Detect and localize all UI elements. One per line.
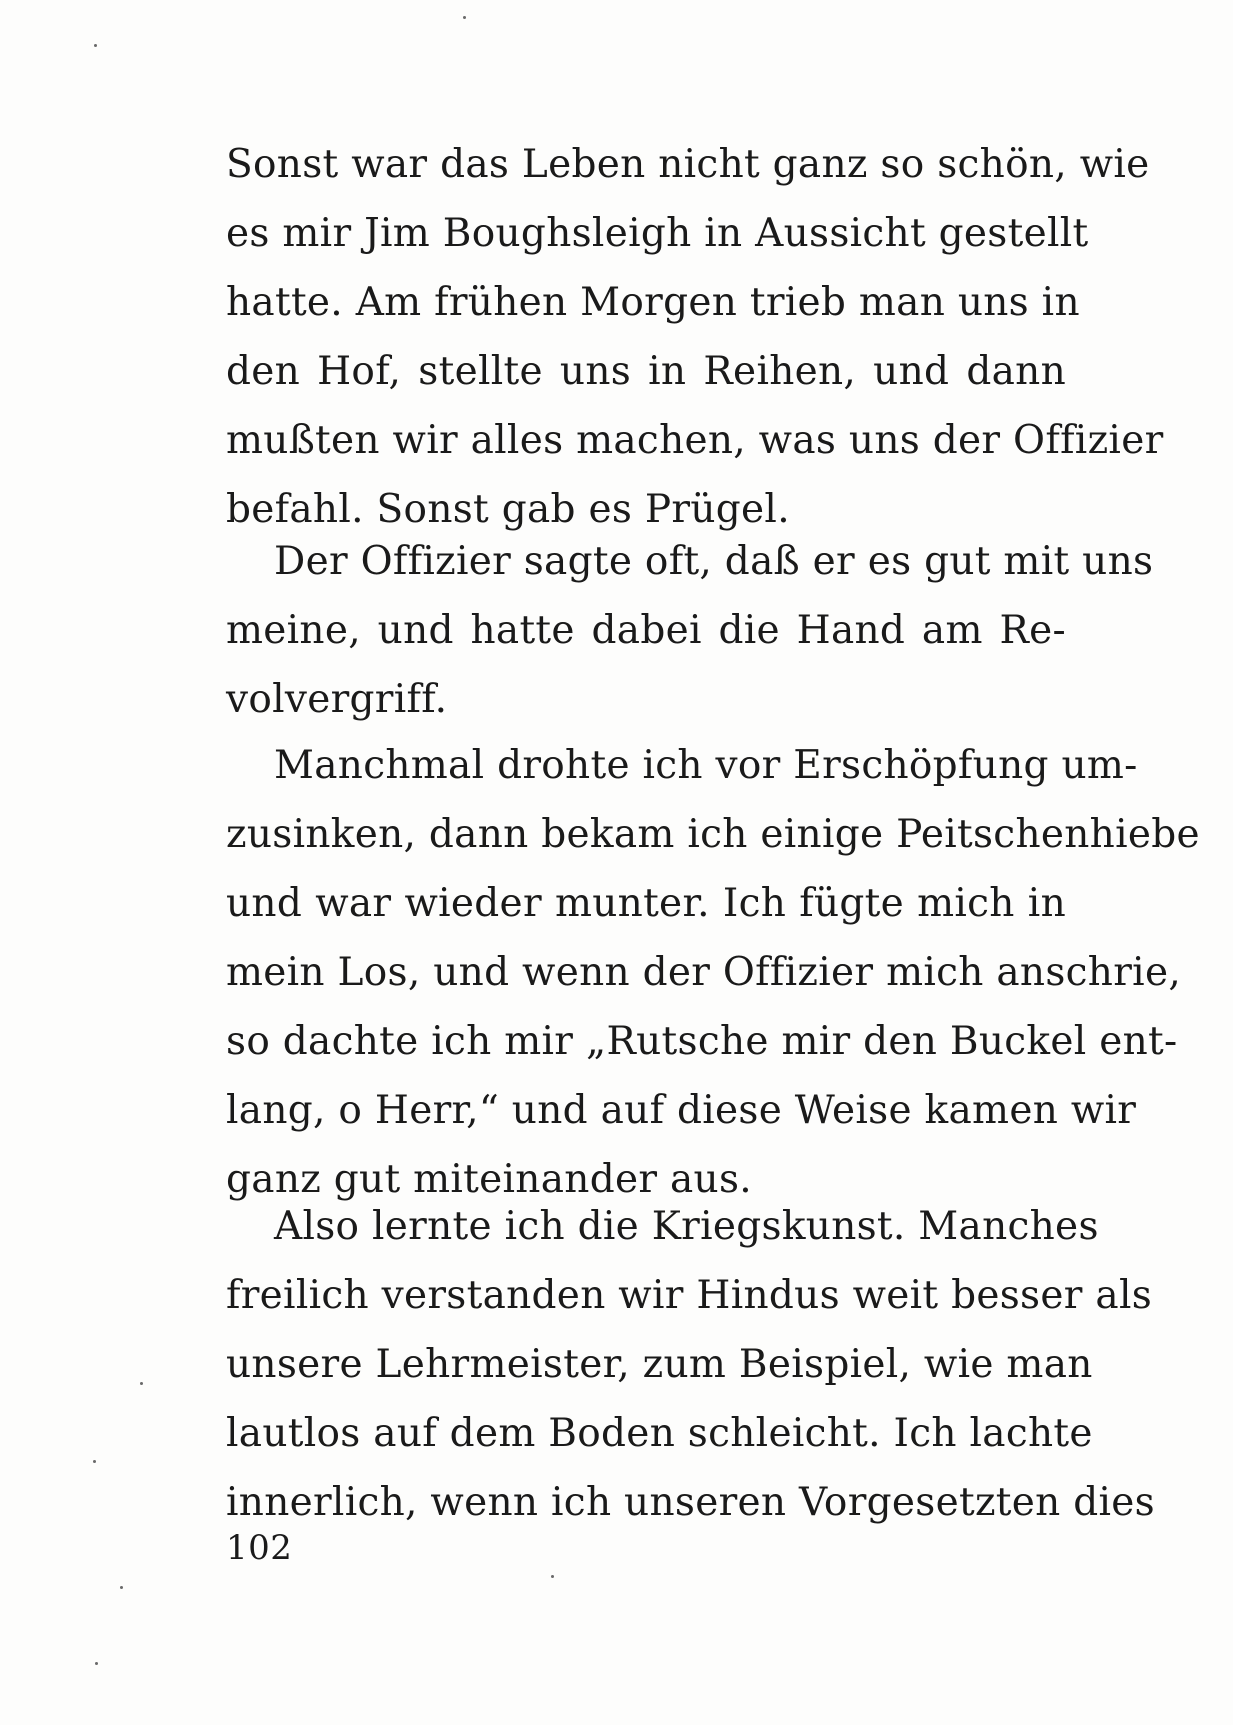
text-line: freilich verstanden wir Hindus weit besser als [226, 1273, 1153, 1318]
paragraph-3 [226, 731, 1200, 1214]
text-line: Der Offizier sagte oft, daß er es gut mit uns [274, 539, 1154, 584]
text-line: mein Los, und wenn der Offizier mich anschrie, [226, 950, 1182, 995]
text-line: zusinken, dann bekam ich einige Peitschenhiebe [226, 812, 1200, 857]
print-speck [93, 1460, 96, 1463]
text-line: hatte. Am frühen Morgen trieb man uns in [226, 280, 1080, 325]
text-line: lautlos auf dem Boden schleicht. Ich lachte [226, 1411, 1093, 1456]
text-line: mußten wir alles machen, was uns der Offizier [226, 418, 1164, 463]
print-speck [95, 1662, 98, 1665]
print-speck [463, 16, 466, 19]
print-speck [94, 44, 97, 47]
text-line: Also lernte ich die Kriegskunst. Manches [274, 1204, 1099, 1249]
text-line: volvergriff. [226, 677, 448, 722]
text-line: meine, und hatte dabei die Hand am Re- [226, 608, 1066, 653]
page-number: 102 [226, 1528, 293, 1568]
text-line: befahl. Sonst gab es Prügel. [226, 487, 790, 532]
text-line: unsere Lehrmeister, zum Beispiel, wie man [226, 1342, 1093, 1387]
text-line: ganz gut miteinander aus. [226, 1157, 752, 1202]
text-line: innerlich, wenn ich unseren Vorgesetzten dies [226, 1480, 1155, 1525]
text-line: es mir Jim Boughsleigh in Aussicht gestellt [226, 211, 1089, 256]
paragraph-1 [226, 130, 1164, 544]
text-line: lang, o Herr,“ und auf diese Weise kamen wir [226, 1088, 1137, 1133]
text-line: so dachte ich mir „Rutsche mir den Buckel ent- [226, 1019, 1178, 1064]
print-speck [551, 1575, 554, 1578]
paragraph-2 [226, 527, 1154, 734]
print-speck [120, 1586, 123, 1589]
text-line: und war wieder munter. Ich fügte mich in [226, 881, 1066, 926]
text-line: den Hof, stellte uns in Reihen, und dann [226, 349, 1066, 394]
print-speck [140, 1382, 143, 1385]
paragraph-4 [226, 1192, 1155, 1537]
text-line: Sonst war das Leben nicht ganz so schön, wie [226, 142, 1150, 187]
text-line: Manchmal drohte ich vor Erschöpfung um- [274, 743, 1138, 788]
